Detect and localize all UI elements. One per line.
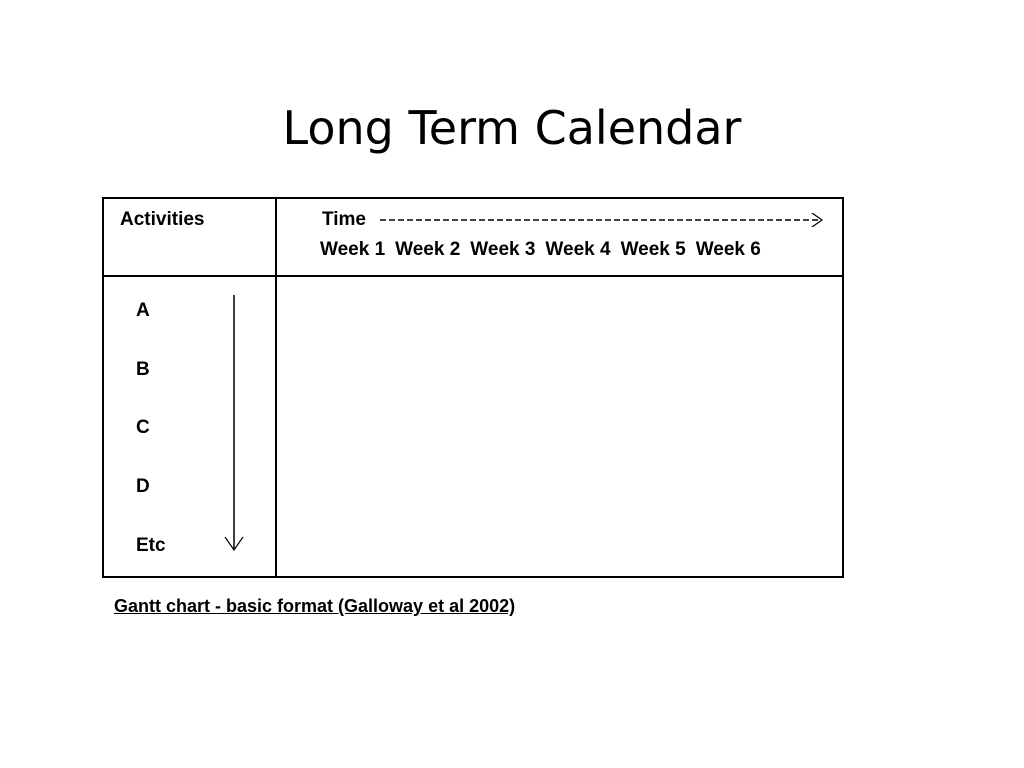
activity-item: B — [136, 359, 150, 380]
time-label: Time — [322, 209, 367, 230]
week-label: Week 6 — [695, 239, 761, 260]
slide-title: Long Term Calendar — [282, 100, 742, 155]
week-label: Week 3 — [470, 239, 536, 260]
activity-item: C — [136, 417, 150, 438]
week-label: Week 1 — [320, 239, 386, 260]
time-arrow-icon — [380, 213, 826, 227]
week-label: Week 5 — [620, 239, 686, 260]
figure-caption: Gantt chart - basic format (Galloway et al 2002) — [114, 596, 516, 616]
activities-header: Activities — [120, 209, 205, 230]
column-divider — [275, 199, 277, 576]
weeks-row — [320, 239, 761, 261]
gantt-chart-table — [102, 197, 844, 578]
week-label: Week 2 — [395, 239, 461, 260]
activity-item: A — [136, 300, 150, 321]
header-divider — [104, 275, 842, 277]
down-arrow-icon — [222, 295, 246, 553]
activity-item: D — [136, 476, 150, 497]
activity-item: Etc — [136, 535, 166, 556]
week-label: Week 4 — [545, 239, 611, 260]
